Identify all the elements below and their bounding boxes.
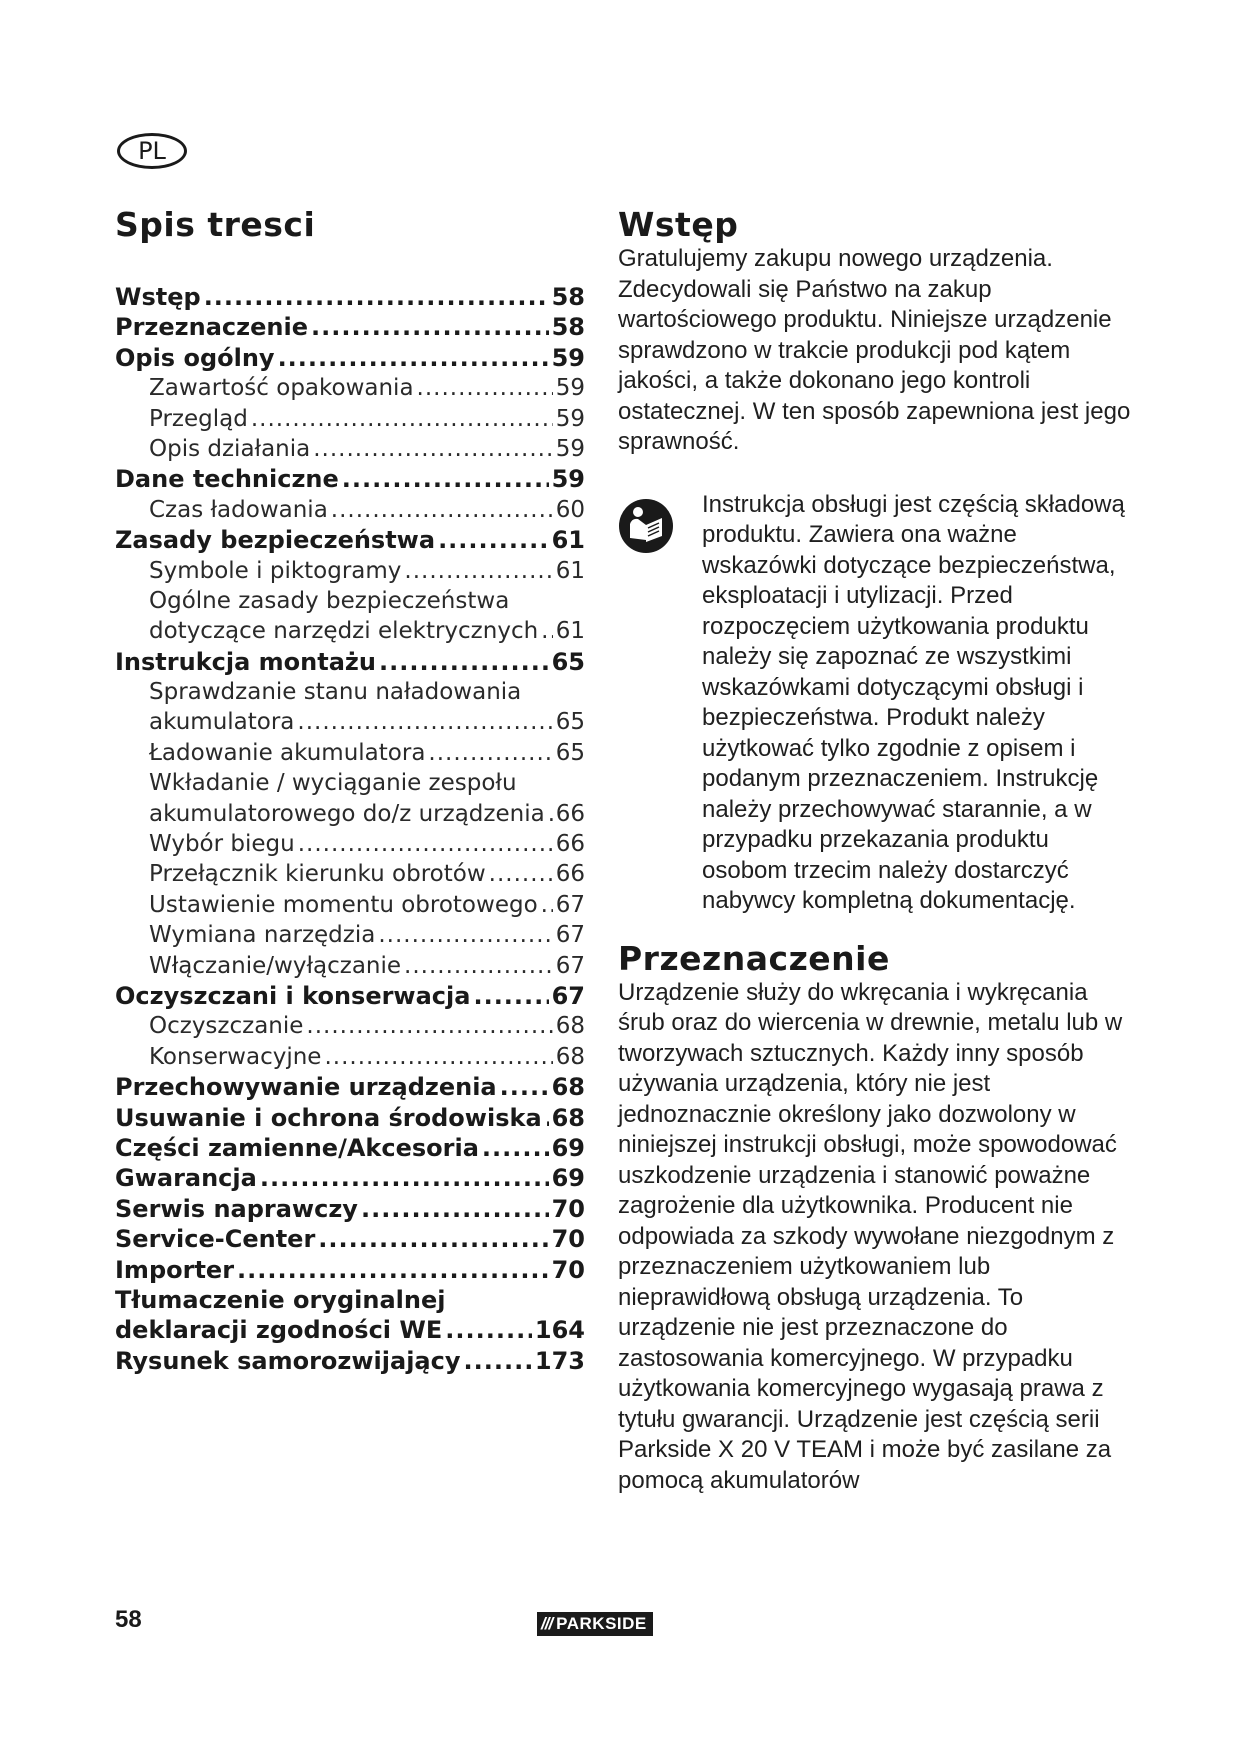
- toc-entry-page: 61: [555, 557, 585, 584]
- toc-entry-label: Wkładanie / wyciąganie zespołu: [149, 770, 517, 797]
- toc-leader-dots: [331, 495, 553, 525]
- toc-entry-label: Tłumaczenie oryginalnej: [115, 1285, 446, 1314]
- toc-entry-page: 59: [551, 343, 585, 372]
- toc-entry-page: 68: [555, 1043, 585, 1070]
- toc-entry-page: 58: [551, 313, 585, 342]
- table-of-contents: [115, 205, 585, 1376]
- toc-entry: [115, 556, 585, 586]
- toc-entry: [115, 1255, 585, 1285]
- toc-entry-label: Ustawienie momentu obrotowego: [149, 891, 538, 918]
- note-text: Instrukcja obsługi jest częścią składową produktu. Zawiera ona ważne wskazówki dotyczące bezpieczeństwa, eksploatacji i utylizacji. Przed rozpoczęciem użytkowania produktu należy się zapoznać ze wszystkimi wskazówkami dotyczącymi obsługi i bezpieczeństwa. Produkt należy użytkować tylko zgodnie z opisem i podanym przeznaczeniem. Instrukcję należy przechowywać starannie, a w przypadku przekazania produktu osobom trzecim należy dostarczyć nabywcy kompletną dokumentację.: [702, 490, 1125, 914]
- toc-entry: [115, 677, 585, 707]
- toc-entry-label: Service-Center: [115, 1225, 316, 1254]
- toc-entry-label: Importer: [115, 1255, 235, 1284]
- toc-leader-dots: [260, 1163, 549, 1193]
- toc-leader-dots: [404, 951, 553, 981]
- toc-leader-dots: [278, 343, 549, 373]
- toc-entry-page: 68: [551, 1073, 585, 1102]
- intro-paragraph: Gratulujemy zakupu nowego urządzenia. Zdecydowali się Państwo na zakup wartościowego produktu. Niniejsze urządzenie sprawdzono w trakcie produkcji pod kątem jakości, a także dokonano jego kontroli ostatecznej. W ten sposób zapewniona jest jego sprawność.: [618, 245, 1131, 455]
- toc-entry: [115, 1224, 585, 1254]
- toc-entry: [115, 920, 585, 950]
- toc-leader-dots: [541, 616, 553, 646]
- toc-entry-page: 65: [555, 709, 585, 736]
- page-number: 58: [115, 1606, 142, 1633]
- toc-entry: [115, 586, 585, 616]
- toc-entry-label: Przełącznik kierunku obrotów: [149, 861, 486, 888]
- toc-entry-page: 68: [551, 1103, 585, 1132]
- toc-entry: [115, 951, 585, 981]
- toc-entry-label: Oczyszczani i konserwacja: [115, 981, 471, 1010]
- purpose-paragraph: Urządzenie służy do wkręcania i wykręcania śrub oraz do wiercenia w drewnie, metalu lub w tworzywach sztucznych. Każdy inny sposób używania urządzenia, który nie jest jednoznacznie określony jako dozwolony w niniejszej instrukcji obsługi, może spowodować uszkodzenie urządzenia i stanowić poważne zagrożenie dla użytkownika. Producent nie odpowiada za szkody wywołane niezgodnym z przeznaczeniem użytkowaniem lub nieprawidłową obsługą urządzenia. To urządzenie nie jest przeznaczone do zastosowania komercyjnego. W przypadku użytkowania komercyjnego wygasają prawa z tytułu gwarancji. Urządzenie jest częścią serii Parkside X 20 V TEAM i może być zasilane za pomocą akumulatorów: [618, 978, 1123, 1494]
- manual-note: [618, 490, 1138, 917]
- intro-heading: Wstęp: [618, 205, 739, 244]
- toc-entry: [115, 1011, 585, 1041]
- toc-entry-label: Sprawdzanie stanu naładowania: [149, 679, 522, 706]
- toc-entry-label: Oczyszczanie: [149, 1013, 304, 1040]
- toc-entry-label: Zawartość opakowania: [149, 375, 414, 402]
- toc-leader-dots: [318, 1224, 548, 1254]
- toc-leader-dots: [548, 799, 553, 829]
- toc-entry: [115, 829, 585, 859]
- toc-list: [115, 282, 585, 1376]
- toc-entry-page: 164: [534, 1316, 585, 1345]
- toc-entry: [115, 1072, 585, 1102]
- toc-entry-label: Części zamienne/Akcesoria: [115, 1133, 479, 1162]
- toc-entry-page: 67: [555, 922, 585, 949]
- toc-leader-dots: [237, 1255, 549, 1285]
- toc-entry: [115, 434, 585, 464]
- toc-entry-page: 65: [551, 647, 585, 676]
- toc-entry-page: 59: [551, 465, 585, 494]
- toc-entry: [115, 1285, 585, 1315]
- toc-leader-dots: [204, 282, 549, 312]
- brand-name: PARKSIDE: [556, 1614, 647, 1633]
- toc-leader-dots: [541, 890, 553, 920]
- toc-entry: [115, 404, 585, 434]
- toc-entry-label: akumulatora: [149, 709, 295, 736]
- toc-leader-dots: [445, 1315, 532, 1345]
- toc-entry-page: 69: [551, 1164, 585, 1193]
- toc-leader-dots: [306, 1011, 552, 1041]
- toc-entry: [115, 525, 585, 555]
- toc-leader-dots: [489, 859, 553, 889]
- toc-leader-dots: [379, 647, 549, 677]
- toc-leader-dots: [251, 404, 553, 434]
- toc-leader-dots: [324, 1042, 552, 1072]
- toc-entry: [115, 738, 585, 768]
- toc-entry-page: 66: [555, 831, 585, 858]
- toc-entry-label: Czas ładowania: [149, 496, 328, 523]
- toc-entry: [115, 373, 585, 403]
- toc-entry-page: 69: [551, 1133, 585, 1162]
- toc-entry-label: Zasady bezpieczeństwa: [115, 526, 436, 555]
- toc-leader-dots: [482, 1133, 549, 1163]
- toc-entry: [115, 1346, 585, 1376]
- read-manual-icon: [618, 498, 674, 554]
- toc-entry-page: 61: [551, 526, 585, 555]
- toc-entry-label: Ogólne zasady bezpieczeństwa: [149, 587, 510, 614]
- brand-logo: [537, 1612, 653, 1636]
- toc-entry-label: Ładowanie akumulatora: [149, 739, 426, 766]
- toc-entry-page: 60: [555, 496, 585, 523]
- toc-entry: [115, 981, 585, 1011]
- toc-entry-label: Przegląd: [149, 405, 248, 432]
- toc-entry-page: 67: [551, 981, 585, 1010]
- purpose-heading: Przeznaczenie: [618, 938, 890, 978]
- toc-leader-dots: [463, 1346, 531, 1376]
- toc-entry-page: 61: [555, 618, 585, 645]
- toc-entry: [115, 1042, 585, 1072]
- toc-entry-page: 59: [555, 435, 585, 462]
- toc-leader-dots: [311, 312, 549, 342]
- toc-leader-dots: [298, 829, 553, 859]
- toc-entry-label: Usuwanie i ochrona środowiska: [115, 1103, 542, 1132]
- toc-entry-page: 70: [551, 1255, 585, 1284]
- toc-entry: [115, 1163, 585, 1193]
- toc-entry: [115, 859, 585, 889]
- language-badge: PL: [117, 133, 187, 169]
- toc-entry-label: Przechowywanie urządzenia: [115, 1073, 497, 1102]
- toc-entry-page: 66: [555, 800, 585, 827]
- toc-entry-label: Dane techniczne: [115, 465, 339, 494]
- toc-entry-label: Wybór biegu: [149, 831, 295, 858]
- toc-entry: [115, 1133, 585, 1163]
- toc-leader-dots: [438, 525, 549, 555]
- toc-entry-page: 59: [555, 375, 585, 402]
- toc-leader-dots: [361, 1194, 549, 1224]
- brand-slashes: ///: [541, 1614, 553, 1633]
- toc-entry-label: Opis ogólny: [115, 343, 275, 372]
- toc-entry: [115, 1103, 585, 1133]
- toc-leader-dots: [417, 373, 553, 403]
- toc-entry: [115, 343, 585, 373]
- toc-entry: [115, 464, 585, 494]
- toc-entry-page: 59: [555, 405, 585, 432]
- toc-leader-dots: [500, 1072, 549, 1102]
- toc-entry-label: Włączanie/wyłączanie: [149, 952, 402, 979]
- toc-entry-label: Przeznaczenie: [115, 313, 308, 342]
- toc-entry-label: Opis działania: [149, 435, 311, 462]
- toc-entry: [115, 312, 585, 342]
- toc-entry: [115, 707, 585, 737]
- toc-entry: [115, 799, 585, 829]
- toc-entry-label: Wymiana narzędzia: [149, 922, 376, 949]
- toc-entry-label: Rysunek samorozwijający: [115, 1346, 461, 1375]
- toc-leader-dots: [342, 464, 549, 494]
- toc-entry-page: 66: [555, 861, 585, 888]
- toc-entry: [115, 616, 585, 646]
- toc-entry: [115, 1194, 585, 1224]
- toc-entry: [115, 890, 585, 920]
- toc-leader-dots: [297, 707, 552, 737]
- toc-entry: [115, 647, 585, 677]
- toc-entry-label: akumulatorowego do/z urządzenia: [149, 800, 545, 827]
- toc-entry-label: Serwis naprawczy: [115, 1194, 358, 1223]
- toc-entry-label: deklaracji zgodności WE: [115, 1316, 443, 1345]
- toc-entry-page: 173: [534, 1346, 585, 1375]
- content-column: [618, 205, 1138, 1496]
- toc-leader-dots: [378, 920, 552, 950]
- toc-leader-dots: [473, 981, 548, 1011]
- toc-entry-page: 70: [551, 1194, 585, 1223]
- toc-leader-dots: [404, 556, 552, 586]
- toc-entry-page: 68: [555, 1013, 585, 1040]
- toc-entry-label: Konserwacyjne: [149, 1043, 322, 1070]
- toc-entry-label: Wstęp: [115, 283, 201, 311]
- toc-entry-label: Gwarancja: [115, 1164, 257, 1193]
- toc-entry: [115, 282, 585, 312]
- toc-entry-page: 67: [555, 891, 585, 918]
- toc-entry-label: Instrukcja montażu: [115, 647, 376, 676]
- toc-entry-page: 67: [555, 952, 585, 979]
- toc-leader-dots: [428, 738, 552, 768]
- toc-leader-dots: [313, 434, 552, 464]
- toc-entry-page: 65: [555, 739, 585, 766]
- toc-entry: [115, 768, 585, 798]
- toc-entry-page: 70: [551, 1225, 585, 1254]
- toc-entry-label: dotyczące narzędzi elektrycznych: [149, 618, 539, 645]
- toc-leader-dots: [545, 1103, 549, 1133]
- toc-entry: [115, 1315, 585, 1345]
- toc-title: Spis tresci: [115, 205, 316, 244]
- toc-entry-label: Symbole i piktogramy: [149, 557, 402, 584]
- toc-entry-page: 58: [551, 283, 585, 311]
- toc-entry: [115, 495, 585, 525]
